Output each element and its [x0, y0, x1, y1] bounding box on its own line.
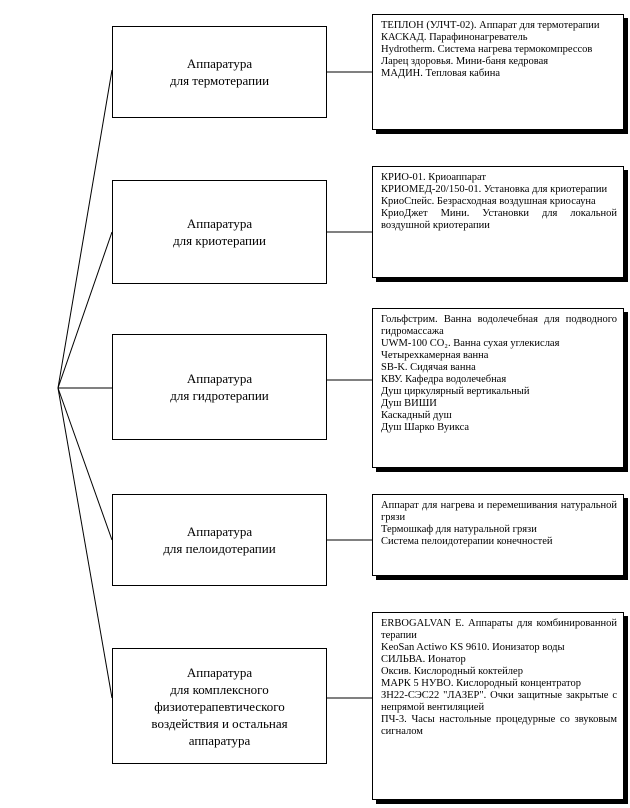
equipment-list-peloid [372, 494, 624, 576]
fan-line-1 [58, 70, 112, 388]
list-item: Оксив. Кислородный коктейлер [381, 666, 523, 677]
category-box-peloid [112, 494, 327, 586]
list-item: ERBOGALVAN E. Аппараты для комбинированной терапии [381, 618, 617, 641]
list-item: КриоДжет Мини. Установки для локальной воздушной криотерапии [381, 208, 617, 231]
list-item: СИЛЬВА. Ионатор [381, 654, 466, 665]
list-item: UWM-100 CO₂. Ванна сухая углекислая [381, 338, 560, 349]
list-item: Душ циркулярный вертикальный [381, 386, 530, 397]
category-box-hydro [112, 334, 327, 440]
equipment-list-complex [372, 612, 624, 800]
list-item: Четырехкамерная ванна [381, 350, 489, 361]
category-label: Аппаратура для комплексного физиотерапевтического воздействия и остальная аппаратура [151, 664, 288, 748]
equipment-list-thermo [372, 14, 624, 130]
list-item: Душ Шарко Вуикса [381, 422, 470, 433]
list-item: МАРК 5 НУВО. Кислородный концентратор [381, 678, 581, 689]
fan-line-2 [58, 232, 112, 388]
category-box-complex [112, 648, 327, 764]
list-item: Каскадный душ [381, 410, 452, 421]
category-label: Аппаратура для пелоидотерапии [163, 524, 276, 556]
category-box-cryo [112, 180, 327, 284]
list-item: МАДИН. Тепловая кабина [381, 68, 501, 79]
category-label: Аппаратура для термотерапии [169, 56, 270, 88]
list-item: КриоСпейс. Безрасходная воздушная криосауна [381, 196, 596, 207]
category-label: Аппаратура для криотерапии [173, 216, 266, 248]
category-label: Аппаратура для гидротерапии [170, 371, 269, 403]
list-item: Гольфстрим. Ванна водолечебная для подводного гидромассажа [381, 314, 617, 337]
category-box-thermo [112, 26, 327, 118]
list-item: Аппарат для нагрева и перемешивания натуральной грязи [381, 500, 617, 523]
list-item: Душ ВИШИ [381, 398, 437, 409]
fan-line-4 [58, 388, 112, 540]
list-item: Hydrotherm. Система нагрева термокомпрессов [381, 44, 593, 55]
list-item: Термошкаф для натуральной грязи [381, 524, 537, 535]
list-item: Ларец здоровья. Мини-баня кедровая [381, 56, 549, 67]
list-item: ЗН22-СЭС22 "ЛАЗЕР". Очки защитные закрытые с непрямой вентиляцией [381, 690, 617, 713]
list-item: КРИО-01. Криоаппарат [381, 172, 487, 183]
fan-line-5 [58, 388, 112, 698]
list-item: КВУ. Кафедра водолечебная [381, 374, 507, 385]
list-item: SB-K. Сидячая ванна [381, 362, 476, 373]
list-item: KeoSan Actiwo KS 9610. Ионизатор воды [381, 642, 565, 653]
list-item: КАСКАД. Парафинонагреватель [381, 32, 528, 43]
list-item: ТЕПЛОН (УЛЧТ-02). Аппарат для термотерапии [381, 20, 600, 31]
list-item: Система пелоидотерапии конечностей [381, 536, 553, 547]
list-item: КРИОМЕД-20/150-01. Установка для криотерапии [381, 184, 608, 195]
equipment-list-hydro [372, 308, 624, 468]
equipment-list-cryo [372, 166, 624, 278]
list-item: ПЧ-3. Часы настольные процедурные со звуковым сигналом [381, 714, 617, 737]
